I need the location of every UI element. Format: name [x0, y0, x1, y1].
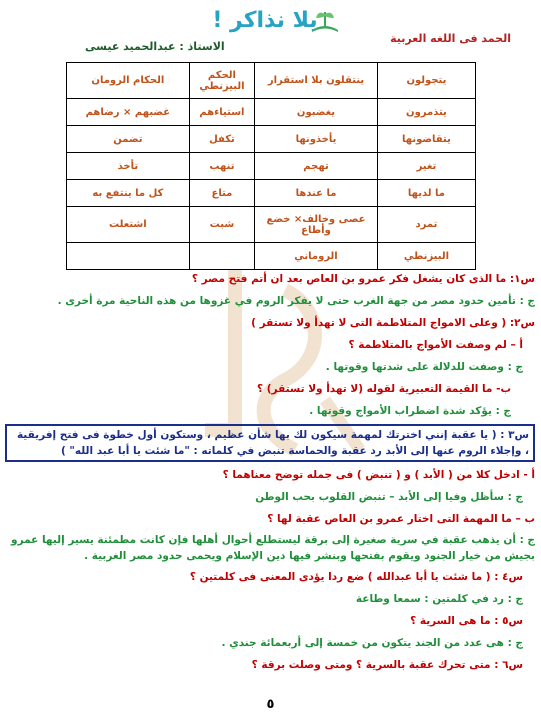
question-3b: ب – ما المهمة التى اختار عمرو بن العاص عقبة لها ؟	[267, 513, 535, 525]
table-row	[67, 180, 476, 207]
vocabulary-table	[66, 62, 476, 270]
table-row	[67, 63, 476, 99]
table-cell: متاع	[189, 180, 254, 207]
table-cell: تنهب	[189, 153, 254, 180]
table-cell: كل ما ينتفع به	[67, 180, 190, 207]
question-2a: أ – لم وصفت الأمواج بالمتلاطمة ؟	[348, 339, 523, 351]
table-cell: تكفل	[189, 126, 254, 153]
page-number: ٥	[266, 697, 275, 712]
table-cell: الحكام الرومان	[67, 63, 190, 99]
table-cell: تأخذ	[67, 153, 190, 180]
answer-1: ج : تأمين حدود مصر من جهة الغرب حتى لا يفكر الروم في غزوها من هذه الناحية مرة أخرى .	[57, 295, 535, 307]
question-1: س١: ما الذى كان يشغل فكر عمرو بن العاص بعد ان أتم فتح مصر ؟	[191, 273, 535, 285]
table-cell: الحكم البيزنطي	[189, 63, 254, 99]
table-cell: غضبهم × رضاهم	[67, 99, 190, 126]
table-cell: يتقاضونها	[377, 126, 475, 153]
table-cell: شبت	[189, 207, 254, 243]
table-row	[67, 207, 476, 243]
table-cell	[67, 243, 190, 270]
table-cell: تغير	[377, 153, 475, 180]
table-row	[67, 99, 476, 126]
table-row	[67, 126, 476, 153]
page-header	[0, 4, 541, 54]
answer-3b: ج : أن يذهب عقبة في سرية صغيرة إلى برقة ليستطلع أحوال أهلها فإن كانت مطمئنة يسير إليها عمرو بجيش من خيار الجنود ويقوم بفتحها وبنشر فيها دين الإسلام ويحمى حدود مصر الغربية .	[11, 534, 535, 562]
answer-2a: ج : وصفت للدلالة على شدتها وقوتها .	[325, 361, 523, 373]
question-2b: ب- ما القيمة التعبيرية لقوله (لا تهدأ ولا تستقر) ؟	[257, 383, 511, 395]
table-cell: اشتعلت	[67, 207, 190, 243]
questions-section	[5, 268, 535, 676]
table-cell: استياءهم	[189, 99, 254, 126]
table-cell: البيزنطي	[377, 243, 475, 270]
answer-5: ج : هى عدد من الجند يتكون من خمسة إلى أربعمائة جندي .	[221, 637, 523, 649]
table-cell: تهجم	[255, 153, 378, 180]
table-cell: ينتقلون بلا استقرار	[255, 63, 378, 99]
table-cell: تمرد	[377, 207, 475, 243]
table-cell	[189, 243, 254, 270]
table-cell: ما عندها	[255, 180, 378, 207]
question-2: س٢: ( وعلى الامواج المتلاطمة التى لا تهدأ ولا تستقر )	[251, 317, 535, 329]
site-logo-text: يلا نذاكر !	[212, 8, 318, 33]
table-cell: يغضبون	[255, 99, 378, 126]
answer-4: ج : رد في كلمتين : سمعا وطاعة	[355, 593, 523, 605]
table-cell: يأخذونها	[255, 126, 378, 153]
question-3a: أ - ادخل كلا من ( الأبد ) و ( تنبض ) فى جمله توضح معناهما ؟	[222, 469, 535, 481]
table-cell: ما لديها	[377, 180, 475, 207]
question-4: س٤ : ( ما شئت يا أبا عبدالله ) ضع ردا يؤدى المعنى فى كلمتين ؟	[189, 571, 523, 583]
table-cell: يتذمرون	[377, 99, 475, 126]
answer-3a: ج : سأظل وفيا إلى الأبد – تنبض القلوب بحب الوطن	[255, 491, 523, 503]
table-row	[67, 153, 476, 180]
table-cell: عصى وخالف× خضع وأطاع	[255, 207, 378, 243]
table-cell: الروماني	[255, 243, 378, 270]
question-5: س٥ : ما هى السرية ؟	[410, 615, 523, 627]
table-cell: يتجولون	[377, 63, 475, 99]
teacher-name: الاستاذ : عبدالحميد عيسى	[85, 40, 225, 53]
question-6: س٦ : متى تحرك عقبة بالسرية ؟ ومتى وصلت برقة ؟	[251, 659, 523, 671]
quote-box: س٣ : ( يا عقبة إنني اخترتك لمهمة سيكون لك بها شأن عظيم ، وستكون أول خطوة فى فتح إفريقية ، وإجلاء الروم عنها إلى الأبد رد عقبة والحماسة تنبض في كلماته : "ما شئت يا أبا عبد الله" )	[5, 424, 535, 462]
answer-2b: ج : يؤكد شدة اضطراب الأمواج وقوتها .	[309, 405, 511, 417]
table-cell: تضمن	[67, 126, 190, 153]
table-row	[67, 243, 476, 270]
subject-title: الحمد فى اللغه العربية	[390, 32, 511, 45]
